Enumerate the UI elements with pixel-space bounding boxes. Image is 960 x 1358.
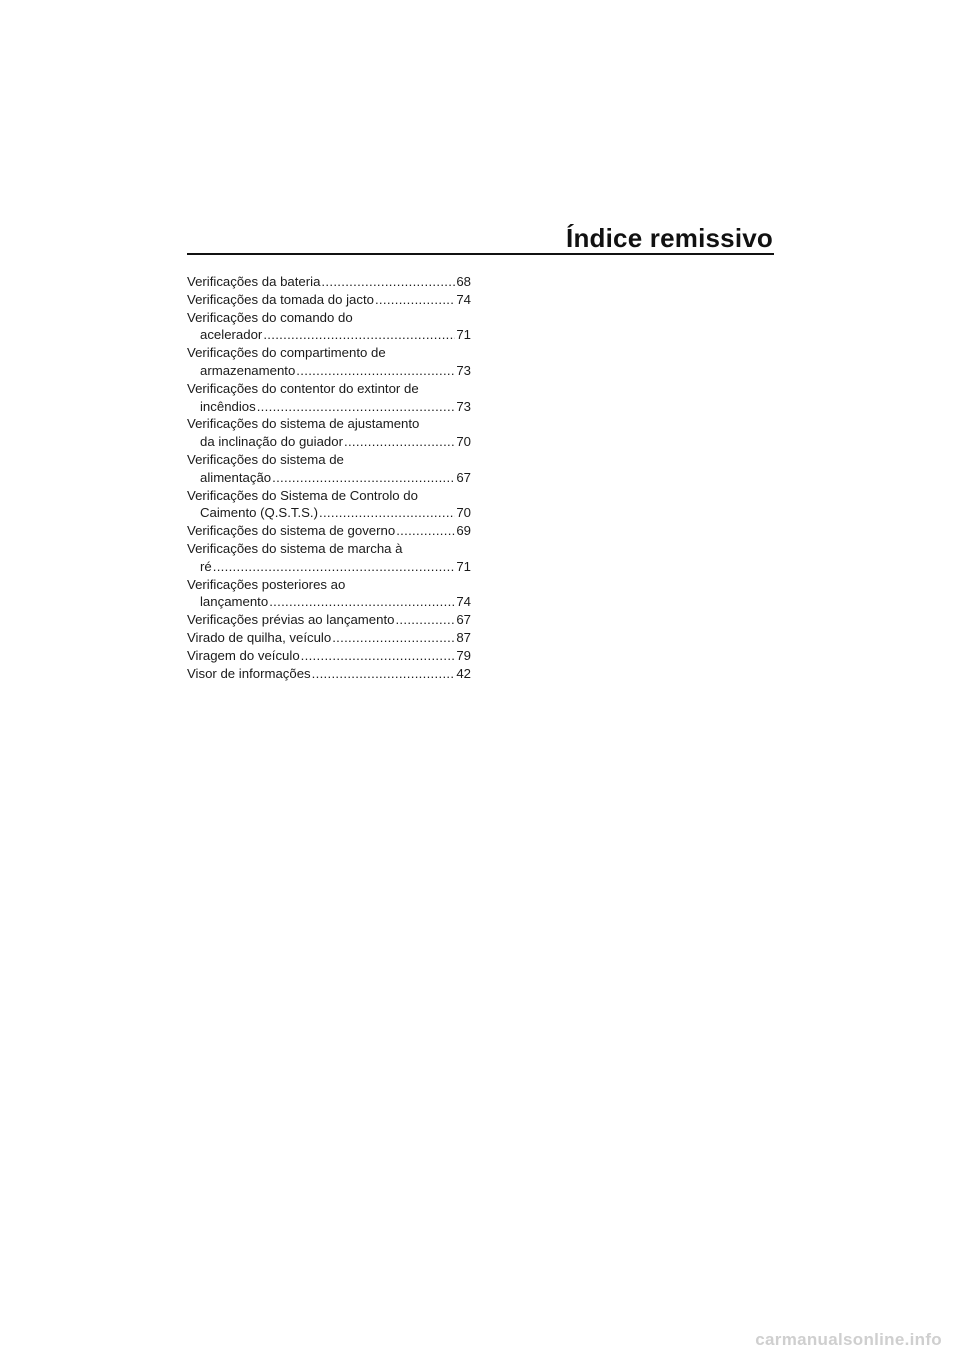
index-term: acelerador bbox=[200, 327, 263, 343]
index-term: lançamento bbox=[200, 594, 269, 610]
index-term: da inclinação do guiador bbox=[200, 434, 343, 450]
index-page-number: 87 bbox=[456, 629, 471, 645]
index-entry-continuation bbox=[187, 558, 471, 576]
index-entry-line bbox=[187, 576, 471, 594]
index-entry-line bbox=[187, 380, 471, 398]
index-term: Verificações do comando do bbox=[187, 309, 353, 325]
index-entry-continuation bbox=[187, 326, 471, 344]
index-entry-continuation bbox=[187, 398, 471, 416]
index-page-number: 67 bbox=[456, 612, 471, 628]
index-entry-line bbox=[187, 611, 471, 629]
index-term: Verificações do sistema de marcha à bbox=[187, 540, 403, 556]
index-term: Verificações da tomada do jacto bbox=[187, 291, 374, 307]
index-term: Verificações do contentor do extintor de bbox=[187, 380, 419, 396]
index-page-number: 70 bbox=[456, 505, 471, 521]
dot-leader bbox=[269, 593, 455, 611]
index-entry-line bbox=[187, 415, 471, 433]
index-term: Verificações do Sistema de Controlo do bbox=[187, 487, 418, 503]
index-term: Verificações da bateria bbox=[187, 274, 321, 289]
index-page-number: 71 bbox=[456, 327, 471, 343]
dot-leader bbox=[296, 362, 455, 380]
index-entry-line bbox=[187, 487, 471, 505]
index-term: Viragem do veículo bbox=[187, 647, 300, 663]
index-entry bbox=[187, 344, 471, 380]
index-page-number: 42 bbox=[456, 665, 471, 681]
dot-leader bbox=[395, 611, 455, 629]
index-entry bbox=[187, 629, 471, 647]
index-term: Verificações posteriores ao bbox=[187, 576, 346, 592]
dot-leader bbox=[301, 647, 456, 665]
index-entry bbox=[187, 415, 471, 451]
index-entry-line bbox=[187, 522, 471, 540]
index-entry bbox=[187, 522, 471, 540]
footer-watermark[interactable]: carmanualsonline.info bbox=[755, 1330, 942, 1349]
index-entry-line bbox=[187, 629, 471, 647]
index-entry bbox=[187, 273, 471, 291]
dot-leader bbox=[319, 504, 455, 522]
index-page-number: 68 bbox=[456, 274, 471, 289]
index-term: Verificações prévias ao lançamento bbox=[187, 612, 395, 628]
index-entry bbox=[187, 309, 471, 345]
index-entry bbox=[187, 540, 471, 576]
index-entry-line bbox=[187, 344, 471, 362]
dot-leader bbox=[321, 273, 455, 291]
index-page-number: 79 bbox=[456, 647, 471, 663]
title-rule bbox=[187, 253, 774, 255]
index-entry bbox=[187, 380, 471, 416]
index-entry bbox=[187, 291, 471, 309]
dot-leader bbox=[332, 629, 455, 647]
index-entry-line bbox=[187, 665, 471, 683]
index-page-number: 69 bbox=[456, 523, 471, 539]
index-page-number: 70 bbox=[456, 434, 471, 450]
index-entry bbox=[187, 576, 471, 612]
index-list bbox=[187, 273, 471, 682]
index-entry bbox=[187, 665, 471, 683]
index-entry-continuation bbox=[187, 469, 471, 487]
index-term: alimentação bbox=[200, 469, 272, 485]
index-term: Verificações do sistema de ajustamento bbox=[187, 416, 420, 432]
index-page-number: 74 bbox=[456, 594, 471, 610]
index-entry-line bbox=[187, 291, 471, 309]
index-entry bbox=[187, 611, 471, 629]
index-entry bbox=[187, 487, 471, 523]
dot-leader bbox=[375, 291, 455, 309]
index-term: Caimento (Q.S.T.S.) bbox=[200, 505, 318, 521]
index-page-number: 74 bbox=[456, 291, 471, 307]
index-entry-continuation bbox=[187, 593, 471, 611]
index-term: Virado de quilha, veículo bbox=[187, 629, 332, 645]
index-page-number: 73 bbox=[456, 362, 471, 378]
index-term: Verificações do sistema de governo bbox=[187, 523, 396, 539]
index-term: armazenamento bbox=[200, 362, 296, 378]
dot-leader bbox=[344, 433, 455, 451]
index-entry bbox=[187, 451, 471, 487]
index-term: incêndios bbox=[200, 398, 256, 414]
index-page-number: 73 bbox=[456, 398, 471, 414]
index-entry bbox=[187, 647, 471, 665]
dot-leader bbox=[213, 558, 456, 576]
index-entry-line bbox=[187, 540, 471, 558]
index-page-number: 71 bbox=[456, 558, 471, 574]
dot-leader bbox=[272, 469, 455, 487]
dot-leader bbox=[312, 665, 456, 683]
dot-leader bbox=[257, 398, 456, 416]
index-entry-continuation bbox=[187, 362, 471, 380]
page-title: Índice remissivo bbox=[566, 223, 773, 253]
index-term: Verificações do sistema de bbox=[187, 451, 344, 467]
index-entry-line bbox=[187, 451, 471, 469]
index-page-number: 67 bbox=[456, 469, 471, 485]
index-entry-continuation bbox=[187, 504, 471, 522]
index-term: Visor de informações bbox=[187, 665, 311, 681]
index-entry-continuation bbox=[187, 433, 471, 451]
index-term: ré bbox=[200, 558, 212, 574]
index-term: Verificações do compartimento de bbox=[187, 345, 386, 361]
index-entry-line bbox=[187, 647, 471, 665]
index-entry-line bbox=[187, 273, 471, 291]
dot-leader bbox=[396, 522, 455, 540]
index-entry-line bbox=[187, 309, 471, 327]
dot-leader bbox=[263, 326, 455, 344]
